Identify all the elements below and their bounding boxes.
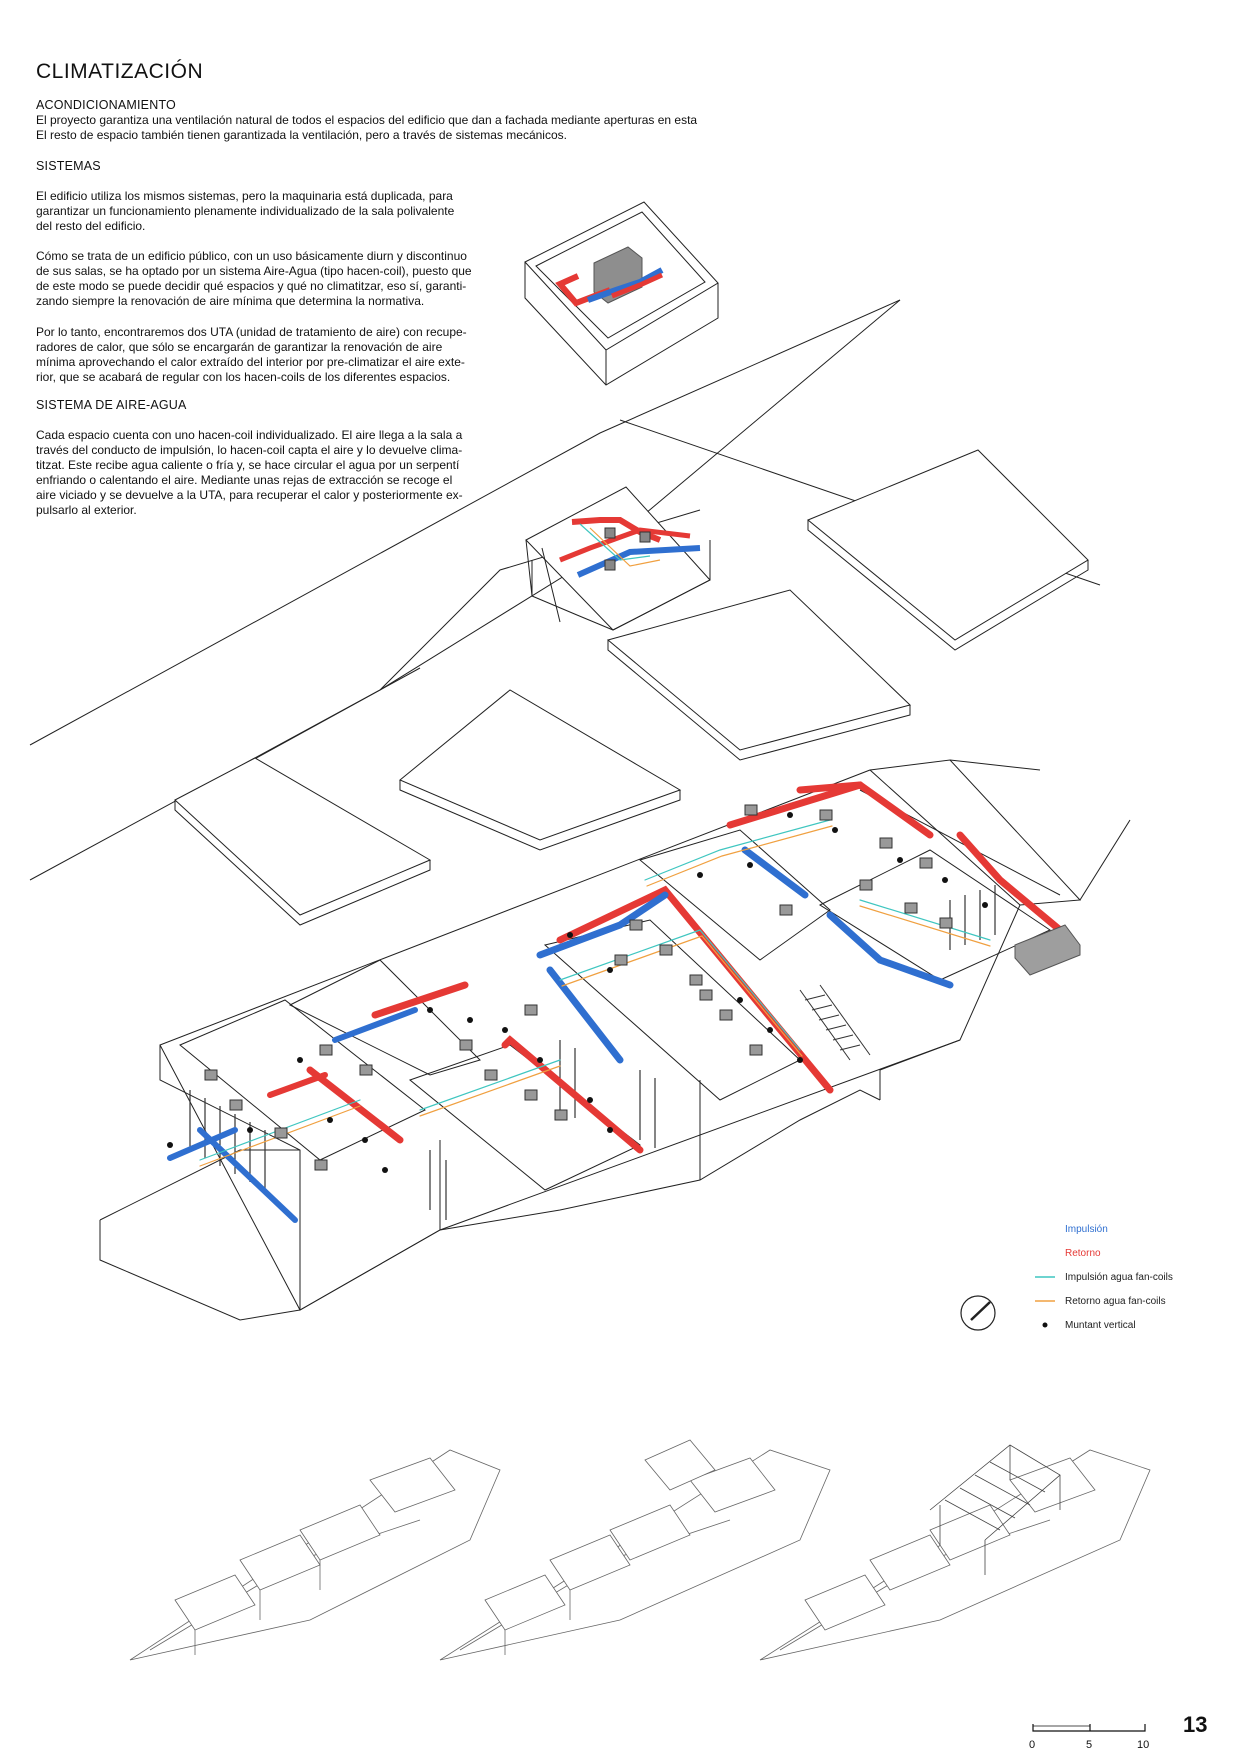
legend-label-retorno: Retorno xyxy=(1065,1248,1101,1259)
machine-room xyxy=(526,487,710,630)
paragraph-line: radores de calor, que sólo se encargarán de garantizar la renovación de aire xyxy=(36,340,443,354)
legend-label-impulsion: Impulsión xyxy=(1065,1224,1108,1235)
paragraph-line: titzat. Este recibe agua caliente o fría y, se hace circular el agua por un serpentí xyxy=(36,458,460,472)
section-heading-aire-agua: SISTEMA DE AIRE-AGUA xyxy=(36,398,187,412)
north-arrow-icon xyxy=(961,1296,995,1330)
page-number: 13 xyxy=(1183,1712,1208,1737)
section-heading-acondicionamiento: ACONDICIONAMIENTO xyxy=(36,98,176,112)
paragraph-line: El edificio utiliza los mismos sistemas, pero la maquinaria está duplicada, para xyxy=(36,189,453,203)
paragraph-line: de sus salas, se ha optado por un sistema Aire-Agua (tipo hacen-coil), puesto que xyxy=(36,264,472,278)
paragraph-line: de este modo se puede decidir qué espacios y qué no climatitzar, eso sí, garanti- xyxy=(36,279,467,293)
page-title: CLIMATIZACIÓN xyxy=(36,60,204,83)
paragraph-line: del resto del edificio. xyxy=(36,219,146,233)
paragraph-line: rior, que se acabará de regular con los hacen-coils de los diferentes espacios. xyxy=(36,370,451,384)
paragraph-line: Cada espacio cuenta con uno hacen-coil individualizado. El aire llega a la sala a xyxy=(36,428,463,442)
paragraph-line: El resto de espacio también tienen garantizada la ventilación, pero a través de sistemas mecánicos. xyxy=(36,128,567,142)
paragraph-line: zando siempre la renovación de aire mínima que determina la normativa. xyxy=(36,294,425,308)
paragraph-line: enfriando o calentando el aire. Mediante unas rejas de extracción se recoge el xyxy=(36,473,453,487)
legend-label-water-supply: Impulsión agua fan-coils xyxy=(1065,1272,1173,1283)
paragraph-line: aire viciado y se devuelve a la UTA, para recuperar el calor y posteriormente ex- xyxy=(36,488,463,502)
small-axonometric-1 xyxy=(130,1450,500,1660)
paragraph-line: Por lo tanto, encontraremos dos UTA (unidad de tratamiento de aire) con recupe- xyxy=(36,325,467,339)
graphic-scale xyxy=(1029,1724,1149,1751)
paragraph-line: pulsarlo al exterior. xyxy=(36,503,137,517)
uta-roof-block xyxy=(525,202,718,385)
legend xyxy=(1035,1224,1173,1331)
paragraph-line: través del conducto de impulsión, lo hacen-coil capta el aire y lo devuelve clima- xyxy=(36,443,463,457)
paragraph-line: Cómo se trata de un edificio público, con un uso básicamente diurn y discontinuo xyxy=(36,249,467,263)
scale-tick-0: 0 xyxy=(1029,1739,1036,1751)
scale-tick-5: 5 xyxy=(1086,1739,1093,1751)
scale-tick-10: 10 xyxy=(1137,1739,1150,1751)
paragraph-line: garantizar un funcionamiento plenamente individualizado de la sala polivalente xyxy=(36,204,455,218)
legend-swatch-riser xyxy=(1043,1323,1048,1328)
small-axonometric-3 xyxy=(760,1445,1150,1660)
legend-label-water-return: Retorno agua fan-coils xyxy=(1065,1296,1166,1307)
section-heading-sistemas: SISTEMAS xyxy=(36,159,101,173)
legend-label-riser: Muntant vertical xyxy=(1065,1320,1136,1331)
paragraph-line: mínima aprovechando el calor extraído del interior por pre-climatizar el aire exte- xyxy=(36,355,465,369)
paragraph-line: El proyecto garantiza una ventilación natural de todos el espacios del edificio que dan a fachada mediante aperturas en esta xyxy=(36,113,698,127)
